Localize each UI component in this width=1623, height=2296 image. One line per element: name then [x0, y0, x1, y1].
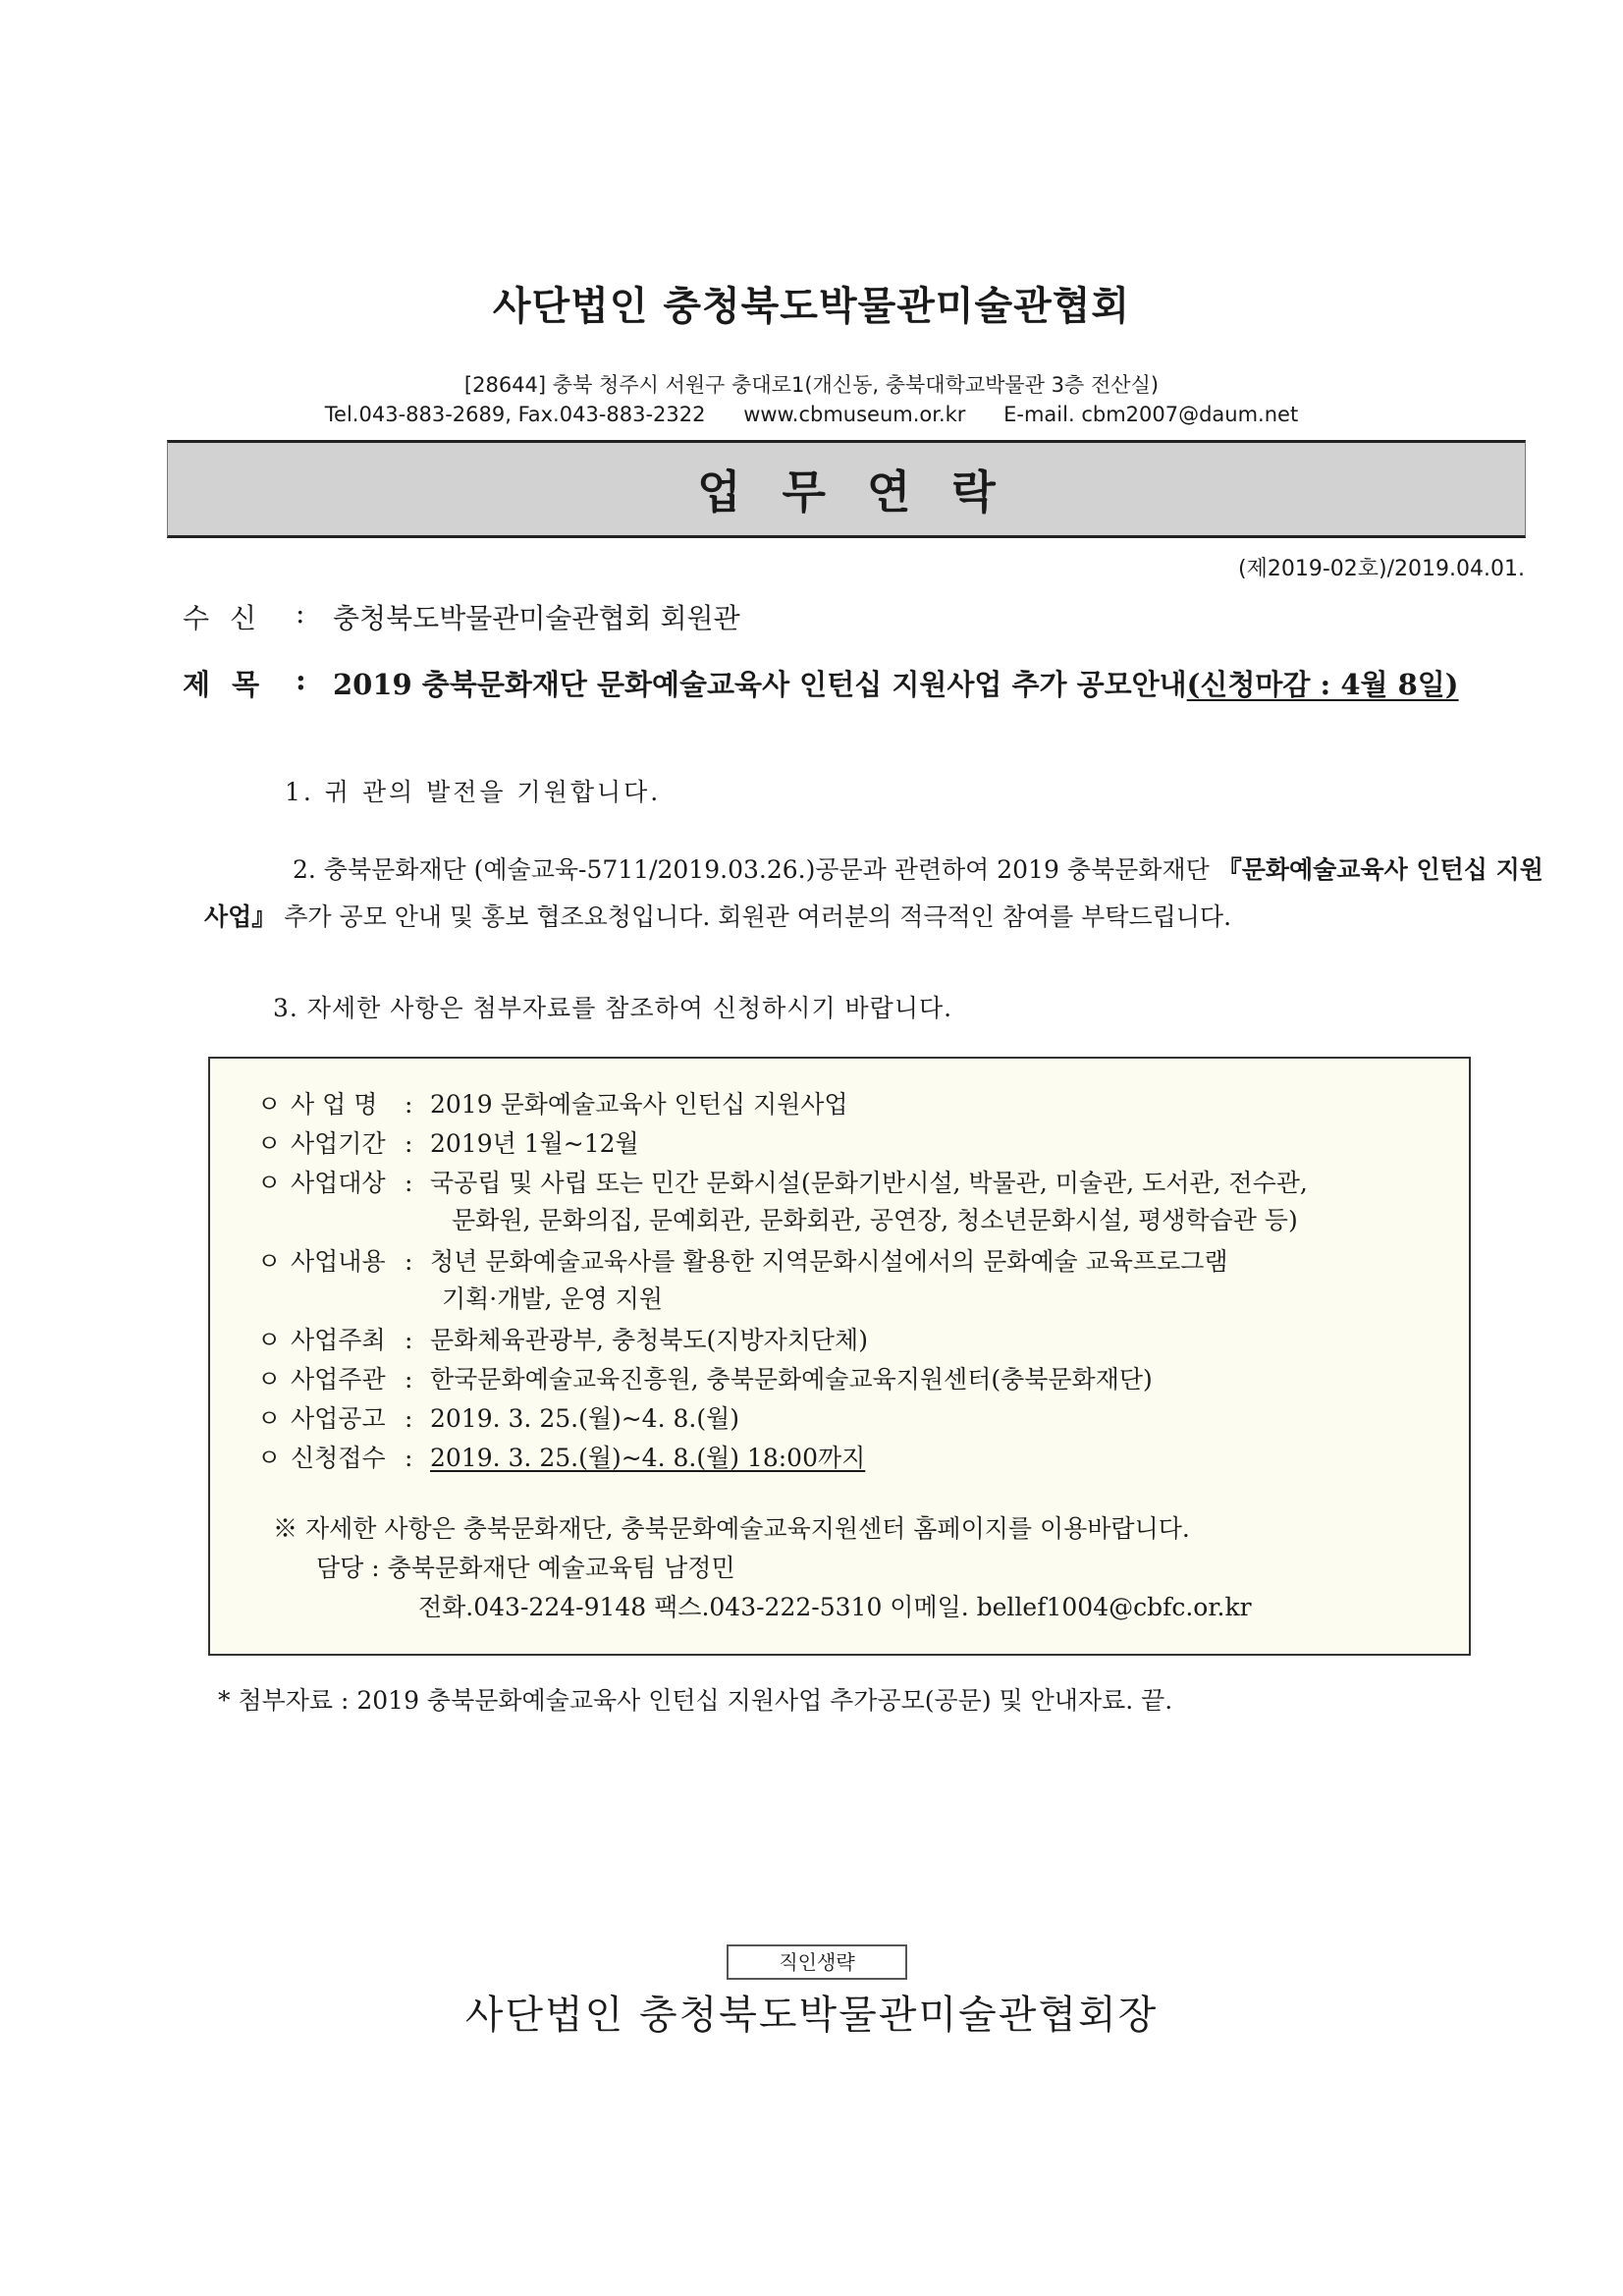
- colon: :: [296, 663, 306, 696]
- info-value: 2019 문화예술교육사 인턴십 지원사업: [430, 1090, 848, 1119]
- info-label: 사업공고: [291, 1404, 386, 1433]
- subject-deadline: (신청마감 : 4월 8일): [1186, 668, 1459, 701]
- colon: :: [405, 1365, 413, 1394]
- recipient-value: 충청북도박물관미술관협회 회원관: [333, 602, 740, 634]
- organization-address: [28644] 충북 청주시 서원구 충대로1(개신동, 충북대학교박물관 3층 전산실): [463, 373, 1160, 397]
- bullet-icon: ㅇ: [257, 1404, 282, 1433]
- document-number: (제2019-02호)/2019.04.01.: [1238, 557, 1525, 581]
- contact-details: 전화.043-224-9148 팩스.043-222-5310 이메일. bellef1004@cbfc.or.kr: [418, 1593, 1252, 1621]
- email: E-mail. cbm2007@daum.net: [1003, 403, 1299, 426]
- website: www.cbmuseum.or.kr: [743, 403, 966, 426]
- bullet-icon: ㅇ: [257, 1169, 282, 1197]
- paragraph-2-project-name: 『문화예술교육사 인턴십 지원사업』: [204, 855, 1543, 931]
- info-label: 사업주최: [291, 1326, 386, 1354]
- document-type-banner: [167, 440, 1526, 538]
- bullet-icon: ㅇ: [257, 1247, 282, 1276]
- info-value: 국공립 및 사립 또는 민간 문화시설(문화기반시설, 박물관, 미술관, 도서관, 전수관,: [430, 1169, 1308, 1197]
- info-item: [257, 1442, 865, 1475]
- project-info-box: [208, 1057, 1471, 1656]
- bullet-icon: ㅇ: [257, 1326, 282, 1354]
- subject-label: 제 목: [183, 668, 266, 701]
- colon: :: [405, 1247, 413, 1276]
- colon: :: [405, 1444, 413, 1472]
- colon: :: [405, 1326, 413, 1354]
- recipient-row: [183, 597, 740, 636]
- document-type-title: 업무연락: [697, 465, 1037, 519]
- info-value: 2019. 3. 25.(월)~4. 8.(월) 18:00까지: [430, 1444, 866, 1472]
- colon: :: [405, 1404, 413, 1433]
- bullet-icon: ㅇ: [257, 1090, 282, 1119]
- signer: 사단법인 충청북도박물관미술관협회장: [464, 1993, 1159, 2038]
- info-label: 사업내용: [291, 1247, 386, 1276]
- attachment-note: * 첨부자료 : 2019 충북문화예술교육사 인턴십 지원사업 추가공모(공문) 및 안내자료. 끝.: [218, 1686, 1173, 1715]
- info-label: 사업대상: [291, 1169, 386, 1197]
- subject-text: 2019 충북문화재단 문화예술교육사 인턴십 지원사업 추가 공모안내: [333, 668, 1187, 701]
- info-item: [257, 1167, 1308, 1200]
- recipient-label: 수 신: [183, 602, 262, 634]
- subject-row: [183, 663, 1459, 703]
- colon: :: [405, 1129, 413, 1158]
- paragraph-2-text-b: 추가 공모 안내 및 홍보 협조요청입니다. 회원관 여러분의 적극적인 참여를 부탁드립니다.: [276, 902, 1232, 931]
- info-item: [257, 1402, 739, 1436]
- info-value: 청년 문화예술교육사를 활용한 지역문화시설에서의 문화예술 교육프로그램: [430, 1247, 1228, 1276]
- seal-omitted-stamp: 직인생략: [727, 1944, 907, 1980]
- info-label: 사 업 명: [291, 1090, 378, 1119]
- info-value: 2019. 3. 25.(월)~4. 8.(월): [430, 1404, 739, 1433]
- info-item: [257, 1245, 1228, 1279]
- info-note: ※ 자세한 사항은 충북문화재단, 충북문화예술교육지원센터 홈페이지를 이용바랍니다.: [273, 1514, 1190, 1543]
- colon: :: [296, 597, 305, 629]
- info-value: 문화체육관광부, 충청북도(지방자치단체): [430, 1326, 868, 1354]
- info-value-continued: 기획·개발, 운영 지원: [442, 1285, 663, 1313]
- bullet-icon: ㅇ: [257, 1365, 282, 1394]
- info-value: 2019년 1월~12월: [430, 1129, 639, 1158]
- contact-line: [0, 403, 1623, 426]
- info-label: 사업기간: [291, 1129, 386, 1158]
- subject-value: [333, 663, 1459, 703]
- paragraph-2: [204, 847, 1549, 941]
- info-value: 한국문화예술교육진흥원, 충북문화예술교육지원센터(충북문화재단): [430, 1365, 1153, 1394]
- tel-fax: Tel.043-883-2689, Fax.043-883-2322: [324, 403, 706, 426]
- contact-person: 담당 : 충북문화재단 예술교육팀 남정민: [316, 1554, 735, 1582]
- paragraph-3: 3. 자세한 사항은 첨부자료를 참조하여 신청하시기 바랍니다.: [273, 994, 953, 1022]
- bullet-icon: ㅇ: [257, 1444, 282, 1472]
- info-item: [257, 1088, 848, 1121]
- colon: :: [405, 1090, 413, 1119]
- info-value-continued: 문화원, 문화의집, 문예회관, 문화회관, 공연장, 청소년문화시설, 평생학습관 등): [452, 1206, 1298, 1234]
- info-item: [257, 1324, 868, 1357]
- info-item: [257, 1127, 639, 1161]
- organization-title: 사단법인 충청북도박물관미술관협회: [492, 284, 1131, 329]
- paragraph-2-text-a: 2. 충북문화재단 (예술교육-5711/2019.03.26.)공문과 관련하여 2019 충북문화재단: [293, 855, 1217, 884]
- bullet-icon: ㅇ: [257, 1129, 282, 1158]
- info-item: [257, 1363, 1153, 1396]
- paragraph-1: 1. 귀 관의 발전을 기원합니다.: [285, 778, 662, 806]
- info-label: 사업주관: [291, 1365, 386, 1394]
- info-label: 신청접수: [291, 1444, 386, 1472]
- colon: :: [405, 1169, 413, 1197]
